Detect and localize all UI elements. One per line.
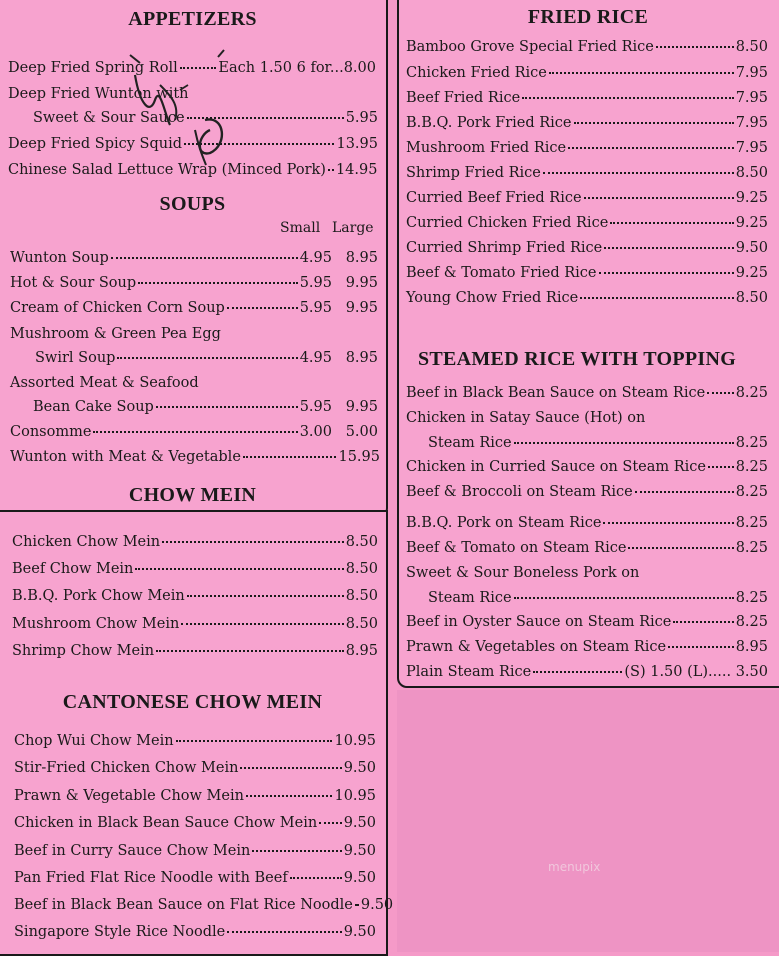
menu-item	[14, 788, 376, 804]
menu-item	[12, 616, 378, 632]
menu-item	[10, 250, 378, 266]
item-price: 14.95	[335, 162, 378, 179]
leader-dots	[707, 382, 734, 394]
menu-item	[406, 190, 768, 206]
leader-dots	[156, 640, 344, 652]
menu-item	[12, 643, 378, 659]
leader-dots	[656, 36, 734, 48]
item-price: (S) 1.50 (L)..... 3.50	[624, 664, 768, 681]
menu-item	[14, 870, 376, 886]
menu-item	[406, 165, 768, 181]
item-price: 8.25	[735, 590, 768, 607]
item-price: 13.95	[336, 136, 378, 153]
item-price: 7.95	[735, 115, 768, 132]
leader-dots	[574, 112, 734, 124]
item-price: 8.25	[735, 484, 768, 501]
handwritten-scribble	[110, 45, 240, 175]
item-name: Mushroom Chow Mein	[12, 616, 180, 633]
item-name: Beef in Curry Sauce Chow Mein	[14, 843, 251, 860]
menu-item	[14, 733, 376, 749]
item-price: 9.25	[735, 265, 768, 282]
item-name: Beef & Tomato on Steam Rice	[406, 540, 627, 557]
leader-dots	[227, 297, 298, 309]
item-name: Mushroom Fried Rice	[406, 140, 567, 157]
item-name: Chicken Fried Rice	[406, 65, 547, 82]
menu-item-line: Sweet & Sour Boneless Pork on	[406, 565, 640, 581]
item-price: 7.95	[735, 90, 768, 107]
item-name: Chicken in Curried Sauce on Steam Rice	[406, 459, 707, 476]
item-price: 9.25	[735, 190, 768, 207]
leader-dots	[135, 558, 343, 570]
item-price: 8.50	[345, 588, 378, 605]
leader-dots	[117, 347, 297, 359]
menu-item	[406, 290, 768, 306]
item-name: Deep Fried Spring Roll	[8, 60, 178, 77]
leader-dots	[533, 661, 622, 673]
item-name: Steam Rice	[428, 435, 512, 452]
leader-dots	[673, 611, 733, 623]
leader-dots	[319, 812, 342, 824]
leader-dots	[93, 421, 297, 433]
leader-dots	[176, 730, 333, 742]
menu-item	[10, 275, 378, 291]
leader-dots	[243, 446, 337, 458]
leader-dots	[584, 187, 734, 199]
leader-dots	[240, 757, 341, 769]
menu-item	[406, 90, 768, 106]
item-name: Bamboo Grove Special Fried Rice	[406, 39, 654, 56]
leader-dots	[355, 894, 359, 906]
item-price: 8.25	[735, 385, 768, 402]
item-price: 5.95	[345, 110, 378, 127]
item-price: 8.50	[345, 616, 378, 633]
menu-item-line: Deep Fried Wunton with	[8, 86, 189, 102]
item-name: B.B.Q. Pork on Steam Rice	[406, 515, 602, 532]
item-name: Beef Chow Mein	[12, 561, 134, 578]
item-name: Curried Beef Fried Rice	[406, 190, 582, 207]
item-name: Chinese Salad Lettuce Wrap (Minced Pork)	[8, 162, 326, 179]
item-name: Shrimp Chow Mein	[12, 643, 155, 660]
item-price: 10.95	[334, 733, 376, 750]
item-price: 9.50	[343, 815, 376, 832]
item-name: Pan Fried Flat Rice Noodle with Beef	[14, 870, 288, 887]
soups-heading: SOUPS	[159, 193, 226, 215]
leader-dots	[514, 432, 734, 444]
leader-dots	[156, 396, 298, 408]
item-name: Beef in Oyster Sauce on Steam Rice	[406, 614, 672, 631]
menu-item	[406, 265, 768, 281]
leader-dots	[290, 867, 342, 879]
menu-item	[406, 664, 768, 680]
item-price-large: 9.95	[345, 275, 378, 292]
item-price: 9.50	[343, 760, 376, 777]
item-name: Young Chow Fried Rice	[406, 290, 579, 307]
item-price: 8.25	[735, 614, 768, 631]
item-price: 8.50	[345, 561, 378, 578]
menu-item	[406, 614, 768, 630]
leader-dots	[628, 537, 733, 549]
menu-item	[12, 534, 378, 550]
item-name: Curried Shrimp Fried Rice	[406, 240, 603, 257]
item-price: 9.50	[343, 843, 376, 860]
item-price: 9.50	[360, 897, 394, 914]
item-name: Cream of Chicken Corn Soup	[10, 300, 225, 317]
chow-mein-heading: CHOW MEIN	[128, 484, 257, 506]
item-name: Beef & Tomato Fried Rice	[406, 265, 597, 282]
item-price-small: 4.95	[299, 250, 332, 267]
leader-dots	[111, 247, 298, 259]
menu-item-line: Assorted Meat & Seafood	[10, 375, 199, 391]
item-price: 8.50	[735, 39, 768, 56]
menu-item	[406, 39, 768, 55]
menu-item	[14, 760, 376, 776]
item-price: 8.25	[735, 459, 768, 476]
item-price: 8.95	[735, 639, 768, 656]
menu-item	[10, 424, 378, 440]
leader-dots	[227, 921, 341, 933]
menu-item	[406, 459, 768, 475]
item-price-small: 3.00	[299, 424, 332, 441]
item-price: 7.95	[735, 65, 768, 82]
blank-area	[397, 690, 779, 952]
item-name: Beef & Broccoli on Steam Rice	[406, 484, 633, 501]
item-name: Steam Rice	[428, 590, 512, 607]
leader-dots	[668, 636, 734, 648]
menu-item	[406, 639, 768, 655]
menu-item	[10, 449, 380, 465]
item-price: 8.50	[735, 165, 768, 182]
item-name: Shrimp Fried Rice	[406, 165, 541, 182]
menu-item	[14, 843, 376, 859]
item-price: 8.50	[735, 290, 768, 307]
menu-item	[406, 385, 768, 401]
leader-dots	[187, 585, 344, 597]
menu-item-line: Chicken in Satay Sauce (Hot) on	[406, 410, 646, 426]
leader-dots	[252, 840, 341, 852]
item-price: 8.25	[735, 435, 768, 452]
item-price: 7.95	[735, 140, 768, 157]
item-name: B.B.Q. Pork Fried Rice	[406, 115, 572, 132]
item-price-large: 9.95	[345, 300, 378, 317]
item-price: 9.50	[343, 924, 376, 941]
item-price-large: 5.00	[345, 424, 378, 441]
leader-dots	[246, 785, 333, 797]
menu-item	[35, 350, 378, 366]
menu-item	[12, 588, 378, 604]
menu-item	[406, 65, 768, 81]
item-name: Beef in Black Bean Sauce on Steam Rice	[406, 385, 706, 402]
leader-dots	[603, 512, 733, 524]
item-price-large: 15.95	[338, 449, 380, 466]
menu-item	[406, 484, 768, 500]
leader-dots	[138, 272, 298, 284]
item-price: 9.50	[735, 240, 768, 257]
item-name: Chop Wui Chow Mein	[14, 733, 174, 750]
item-name: Beef in Black Bean Sauce on Flat Rice Noodle	[14, 897, 353, 914]
item-price: 9.50	[343, 870, 376, 887]
item-price: 8.25	[735, 540, 768, 557]
menu-item	[33, 399, 378, 415]
item-name: Prawn & Vegetables on Steam Rice	[406, 639, 667, 656]
item-price-small: 5.95	[299, 300, 332, 317]
menu-item	[14, 815, 376, 831]
item-name: Sweet & Sour Sauce	[33, 110, 185, 127]
item-price-small: 4.95	[299, 350, 332, 367]
item-name: Chicken in Black Bean Sauce Chow Mein	[14, 815, 318, 832]
menu-item	[428, 590, 768, 606]
item-price: 10.95	[334, 788, 376, 805]
cantonese-chow-mein-heading: CANTONESE CHOW MEIN	[62, 691, 323, 713]
leader-dots	[543, 162, 734, 174]
leader-dots	[635, 481, 734, 493]
item-name: Singapore Style Rice Noodle	[14, 924, 226, 941]
item-name: Swirl Soup	[35, 350, 116, 367]
item-name: Wunton with Meat & Vegetable	[10, 449, 241, 466]
item-price-small: 5.95	[299, 275, 332, 292]
leader-dots	[708, 456, 734, 468]
menu-item	[12, 561, 378, 577]
menu-item	[10, 300, 378, 316]
menu-item	[428, 435, 768, 451]
menu-item	[406, 540, 768, 556]
leader-dots	[604, 237, 733, 249]
col-large-label: Large	[332, 220, 374, 236]
item-name: Beef Fried Rice	[406, 90, 521, 107]
leader-dots	[580, 287, 734, 299]
col-small-label: Small	[280, 220, 321, 236]
item-name: Bean Cake Soup	[33, 399, 154, 416]
item-name: Curried Chicken Fried Rice	[406, 215, 609, 232]
watermark-text: menupix	[548, 860, 601, 874]
menu-item	[14, 924, 376, 940]
item-name: Chicken Chow Mein	[12, 534, 161, 551]
steamed-rice-heading: STEAMED RICE WITH TOPPING	[417, 348, 737, 370]
leader-dots	[522, 87, 734, 99]
item-price: 8.25	[735, 515, 768, 532]
leader-dots	[610, 212, 733, 224]
item-name: Deep Fried Spicy Squid	[8, 136, 183, 153]
item-price-small: 5.95	[299, 399, 332, 416]
item-name: Hot & Sour Soup	[10, 275, 137, 292]
leader-dots	[549, 62, 734, 74]
menu-item	[406, 240, 768, 256]
item-name: Wunton Soup	[10, 250, 109, 267]
leader-dots	[599, 262, 734, 274]
menu-item	[14, 897, 394, 914]
leader-dots	[514, 587, 734, 599]
leader-dots	[162, 531, 344, 543]
item-price-large: 8.95	[345, 250, 378, 267]
item-price: 9.25	[735, 215, 768, 232]
menu-item	[406, 115, 768, 131]
item-price: 8.50	[345, 534, 378, 551]
item-name: Prawn & Vegetable Chow Mein	[14, 788, 244, 805]
menu-item	[406, 215, 768, 231]
menu-item	[406, 515, 768, 531]
item-name: Plain Steam Rice	[406, 664, 532, 681]
menu-item	[406, 140, 768, 156]
item-price: Each 1.50 6 for...8.00	[218, 60, 376, 77]
leader-dots	[181, 613, 343, 625]
appetizers-heading: APPETIZERS	[128, 8, 257, 30]
item-name: B.B.Q. Pork Chow Mein	[12, 588, 185, 605]
leader-dots	[328, 159, 334, 171]
item-price: 8.95	[345, 643, 378, 660]
item-name: Stir-Fried Chicken Chow Mein	[14, 760, 239, 777]
fried-rice-heading: FRIED RICE	[527, 6, 649, 28]
item-price-large: 9.95	[345, 399, 378, 416]
item-price-large: 8.95	[345, 350, 378, 367]
item-name: Consomme	[10, 424, 92, 441]
menu-item-line: Mushroom & Green Pea Egg	[10, 326, 221, 342]
leader-dots	[568, 137, 734, 149]
